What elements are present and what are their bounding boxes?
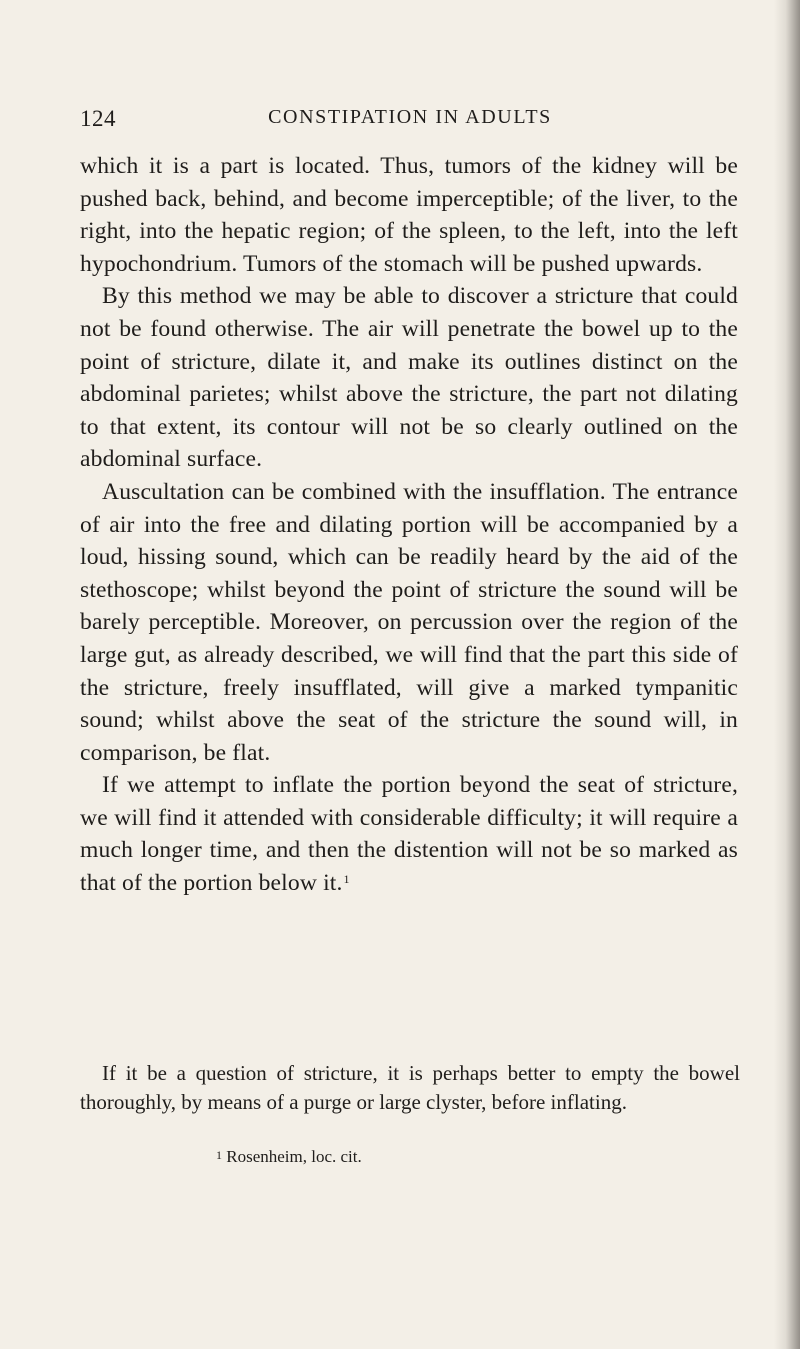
main-text [80, 150, 738, 900]
chapter-title: CONSTIPATION IN ADULTS [268, 106, 552, 128]
footnote-reference: 1 [343, 872, 350, 887]
note-text [80, 1059, 740, 1116]
footnote-text: Rosenheim, loc. cit. [226, 1147, 362, 1166]
paragraph-inflation [80, 769, 738, 899]
paragraph-continued: which it is a part is located. Thus, tumors of the kidney will be pushed back, behind, and become imperceptible; of the liver, to the right, into the hepatic region; of the spleen, to the left, into the left hypochondrium. Tumors of the stomach will be pushed upwards. [80, 153, 738, 277]
footnote-marker: 1 [216, 1148, 222, 1162]
page-number: 124 [80, 106, 116, 131]
paragraph-small-note: If it be a question of stricture, it is perhaps better to empty the bowel thoroughly, by means of a purge or large clyster, before inflating. [80, 1061, 740, 1114]
paragraph-inflation-text: If we attempt to inflate the portion beyond the seat of stricture, we will find it attended with considerable difficulty; it will require a much longer time, and then the distention will not be so marked as that of the portion below it. [80, 772, 738, 897]
footnote [216, 1146, 362, 1168]
paragraph-auscultation: Auscultation can be combined with the insufflation. The entrance of air into the free and dilating portion will be accompanied by a loud, hissing sound, which can be readily heard by the aid of the stethoscope; whilst beyond the point of stricture the sound will be barely perceptible. Moreover, on percussion over the region of the large gut, as already described, we will find that the part this side of the stricture, freely insufflated, will give a marked tympanitic sound; whilst above the seat of the stricture the sound will, in comparison, be flat. [80, 478, 738, 766]
running-head [80, 106, 740, 136]
page-edge-shadow [774, 0, 800, 1349]
paragraph-stricture-method: By this method we may be able to discover a stricture that could not be found otherwise. The air will penetrate the bowel up to the point of stricture, dilate it, and make its outlines distinct on the abdominal parietes; whilst above the stricture, the part not dilating to that extent, its contour will not be so clearly outlined on the abdominal surface. [80, 283, 738, 473]
